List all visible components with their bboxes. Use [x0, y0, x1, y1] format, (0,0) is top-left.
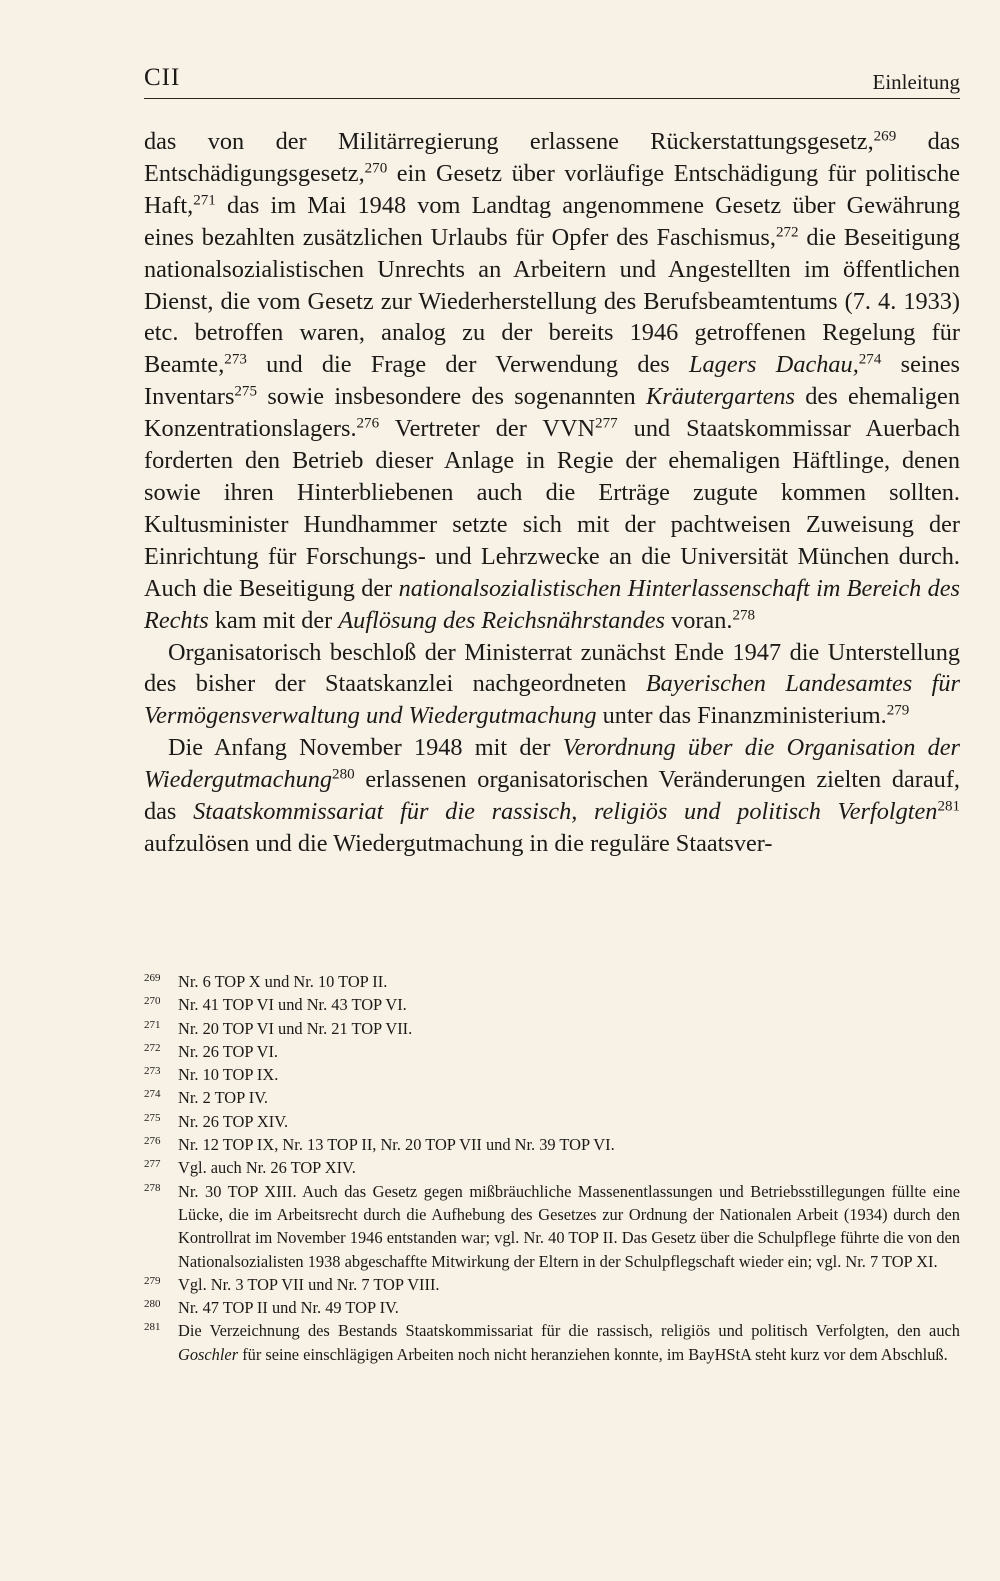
footnote: 279 Vgl. Nr. 3 TOP VII und Nr. 7 TOP VIII.: [144, 1274, 440, 1294]
footnote-ref[interactable]: 278: [732, 607, 756, 624]
footnote-number: 272: [144, 1041, 161, 1054]
footnote-ref[interactable]: 275: [234, 383, 257, 400]
footnote-ref[interactable]: 274: [858, 352, 882, 369]
footnote-number: 273: [144, 1065, 161, 1078]
footnote-number: 276: [144, 1135, 161, 1148]
page-number: CII: [144, 64, 181, 91]
footnote-number: 269: [144, 972, 161, 984]
footnote-number: 271: [144, 1018, 161, 1031]
footnote: 281 Die Verzeichnung des Bestands Staatskommissariat für die rassisch, religiös und politisch Verfolgten, den auch Goschler für seine einschlägigen Arbeiten noch nicht heranziehen konnte, im BayHStA steht kurz vor dem Abschluß.: [144, 1321, 960, 1364]
footnote-number: 277: [144, 1158, 161, 1171]
footnote: 273 Nr. 10 TOP IX.: [144, 1065, 279, 1085]
footnote: 269 Nr. 6 TOP X und Nr. 10 TOP II.: [144, 972, 388, 991]
footnote: 270 Nr. 41 TOP VI und Nr. 43 TOP VI.: [144, 995, 407, 1015]
footnote-number: 275: [144, 1111, 161, 1124]
chapter-title: Einleitung: [872, 70, 960, 94]
footnote: 271 Nr. 20 TOP VI und Nr. 21 TOP VII.: [144, 1018, 413, 1038]
footnote-ref[interactable]: 280: [332, 766, 355, 783]
footnote: 280 Nr. 47 TOP II und Nr. 49 TOP IV.: [144, 1298, 399, 1318]
footnote-ref[interactable]: 271: [193, 192, 216, 209]
footnote-ref[interactable]: 269: [873, 128, 897, 145]
footnote: 277 Vgl. auch Nr. 26 TOP XIV.: [144, 1158, 356, 1178]
running-header: [144, 64, 960, 99]
footnote: 274 Nr. 2 TOP IV.: [144, 1088, 269, 1108]
footnote: 272 Nr. 26 TOP VI.: [144, 1041, 279, 1061]
main-text: [144, 126, 960, 860]
footnote-ref[interactable]: 277: [595, 415, 618, 432]
footnote-ref[interactable]: 270: [364, 160, 388, 177]
footnote-ref[interactable]: 272: [775, 224, 799, 241]
paragraph: Organisatorisch beschloß der Ministerrat zunächst Ende 1947 die Unterstellung des bisher der Staatskanzlei nachgeordneten Bayerischen Landesamtes für Vermögensverwaltung und Wiedergutmachung unter das Finanzministerium.$^{279}$: [144, 638, 960, 730]
footnote-ref[interactable]: 276: [356, 415, 380, 432]
paragraph: Die Anfang November 1948 mit der Verordnung über die Organisation der Wiedergutmachung$^{280}$ erlassenen organisatorischen Veränderungen zielten darauf, das Staatskommissariat für die rassisch, religiös und politisch Verfolgten$^{281}$ aufzulösen und die Wiedergutmachung in die reguläre Staatsver-: [144, 734, 961, 857]
footnote-number: 281: [144, 1321, 161, 1334]
footnote-number: 270: [144, 995, 161, 1008]
footnote: 276 Nr. 12 TOP IX, Nr. 13 TOP II, Nr. 20 TOP VII und Nr. 39 TOP VI.: [144, 1135, 615, 1155]
footnote: 278 Nr. 30 TOP XIII. Auch das Gesetz gegen mißbräuchliche Massenentlassungen und Betriebsstillegungen füllte eine Lücke, die im Arbeitsrecht durch die Aufhebung des Gesetzes zur Ordnung der Nationalen Arbeit (1934) durch den Kontrollrat im November 1946 entstanden war; vgl. Nr. 40 TOP II. Das Gesetz über die Schulpflege führte die von den Nationalsozialisten 1938 abgeschaffte Mitwirkung der Eltern in der Schulpflegschaft wieder ein; vgl. Nr. 7 TOP XI.: [144, 1181, 960, 1271]
footnote-number: 280: [144, 1298, 161, 1311]
footnote-number: 278: [144, 1181, 161, 1194]
footnote-number: 279: [144, 1274, 161, 1287]
footnote-number: 274: [144, 1088, 161, 1101]
paragraph: das von der Militärregierung erlassene Rückerstattungsgesetz,$^{269}$ das Entschädigungsgesetz,$^{270}$ ein Gesetz über vorläufige Entschädigung für politische Haft,$^{271}$ das im Mai 1948 vom Landtag angenommene Gesetz über Gewährung eines bezahlten zusätzlichen Urlaubs für Opfer des Faschismus,$^{272}$ die Beseitigung nationalsozialistischen Unrechts an Arbeitern und Angestellten im öffentlichen Dienst, die vom Gesetz zur Wiederherstellung des Berufsbeamtentums (7. 4. 1933) etc. betroffen waren, analog zu der bereits 1946 getroffenen Regelung für Beamte,$^{273}$ und die Frage der Verwendung des Lagers Dachau,$^{274}$ seines Inventars$^{275}$ sowie insbesondere des sogenannten Kräutergartens des ehemaligen Konzentrationslagers.$^{276}$ Vertreter der VVN$^{277}$ und Staatskommissar Auerbach forderten den Betrieb dieser Anlage in Regie der ehemaligen Häftlinge, denen sowie ihren Hinterbliebenen auch die Erträge zugute kommen sollten. Kultusminister Hundhammer setzte sich mit der pachtweisen Zuweisung der Einrichtung für Forschungs- und Lehrzwecke an die Universität München durch. Auch die Beseitigung der nationalsozialistischen Hinterlassenschaft im Bereich des Rechts kam mit der Auflösung des Reichsnährstandes voran.$^{278}$: [144, 128, 961, 634]
footnote: 275 Nr. 26 TOP XIV.: [144, 1111, 289, 1131]
footnote-ref[interactable]: 273: [224, 352, 247, 369]
footnotes: [144, 970, 960, 1366]
footnote-ref[interactable]: 281: [937, 798, 961, 815]
footnote-ref[interactable]: 279: [886, 703, 910, 720]
